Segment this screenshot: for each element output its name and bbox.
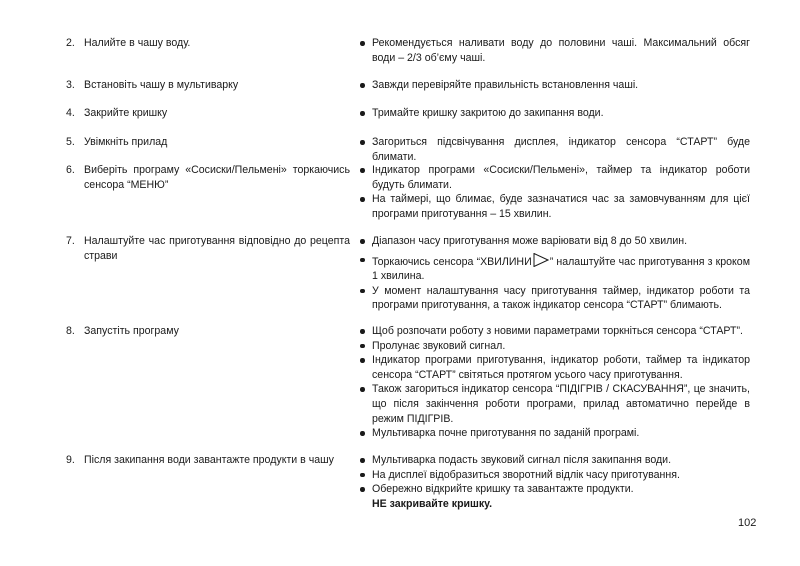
step-title: Запустіть програму	[84, 325, 179, 337]
step-title: Налаштуйте час приготування відповідно до рецепта страви	[84, 235, 350, 262]
step-notes	[358, 36, 750, 65]
step-number: 2.	[66, 37, 75, 49]
step-title: Виберіть програму «Сосиски/Пельмені» торкаючись сенсора “МЕНЮ”	[84, 164, 350, 191]
step-number: 5.	[66, 136, 75, 148]
step-number: 6.	[66, 164, 75, 176]
step-notes	[358, 324, 750, 441]
note-item: Загориться підсвічування дисплея, індикатор сенсора “СТАРТ” буде блимати.	[358, 135, 750, 164]
step-number: 7.	[66, 235, 75, 247]
note-item	[358, 253, 750, 284]
step-title: Встановіть чашу в мультиварку	[84, 79, 239, 91]
note-item: Тримайте кришку закритою до закипання води.	[358, 106, 750, 121]
step-title: Після закипання води завантажте продукти в чашу	[84, 454, 334, 466]
step-notes	[358, 163, 750, 221]
note-item: У момент налаштування часу приготування таймер, індикатор роботи та програми приготування, а також індикатор сенсора “СТАРТ” блимають.	[358, 284, 750, 313]
step-notes	[358, 78, 750, 93]
warning-text: НЕ закривайте кришку.	[372, 497, 493, 510]
step-notes	[358, 106, 750, 121]
step-number: 8.	[66, 325, 75, 337]
note-item: Діапазон часу приготування може варіювати від 8 до 50 хвилин.	[358, 234, 750, 249]
note-text: Обережно відкрийте кришку та завантажте продукти.	[372, 483, 634, 496]
note-item: Мультиварка почне приготування по заданій програмі.	[358, 426, 750, 441]
step-notes	[358, 453, 750, 511]
note-item: На дисплеї відобразиться зворотний відлік часу приготування.	[358, 468, 750, 483]
note-item: Індикатор програми приготування, індикатор роботи, таймер та індикатор сенсора “СТАРТ” світяться протягом усього часу приготування.	[358, 353, 750, 382]
step-notes	[358, 135, 750, 164]
play-triangle-icon	[533, 253, 549, 267]
note-item: Пролунає звуковий сигнал.	[358, 339, 750, 354]
step-title: Налийте в чашу воду.	[84, 37, 191, 49]
step-title: Увімкніть прилад	[84, 136, 168, 148]
step-number: 3.	[66, 79, 75, 91]
note-item: Рекомендується наливати воду до половини чаші. Максимальний обсяг води – 2/3 об’єму чаші.	[358, 36, 750, 65]
note-item: Також загориться індикатор сенсора “ПІДІГРІВ / СКАСУВАННЯ”, це значить, що після закінчення роботи програми, прилад автоматично перейде в режим ПІДІГРІВ.	[358, 382, 750, 426]
page-number: 102	[738, 517, 757, 529]
note-item	[358, 482, 750, 511]
step-title: Закрийте кришку	[84, 107, 168, 119]
step-notes	[358, 234, 750, 313]
step-number: 9.	[66, 454, 75, 466]
note-item: Завжди перевіряйте правильність встановлення чаші.	[358, 78, 750, 93]
step-number: 4.	[66, 107, 75, 119]
note-item: Щоб розпочати роботу з новими параметрами торкніться сенсора “СТАРТ”.	[358, 324, 750, 339]
note-text: ” налаштуйте час приготування з кроком 1 хвилина.	[372, 255, 750, 283]
note-item: Індикатор програми «Сосиски/Пельмені», таймер та індикатор роботи будуть блимати.	[358, 163, 750, 192]
note-item: Мультиварка подасть звуковий сигнал після закипання води.	[358, 453, 750, 468]
note-item: На таймері, що блимає, буде зазначатися час за замовчуванням для цієї програми приготування – 15 хвилин.	[358, 192, 750, 221]
note-text: Торкаючись сенсора “ХВИЛИНИ	[372, 255, 532, 268]
